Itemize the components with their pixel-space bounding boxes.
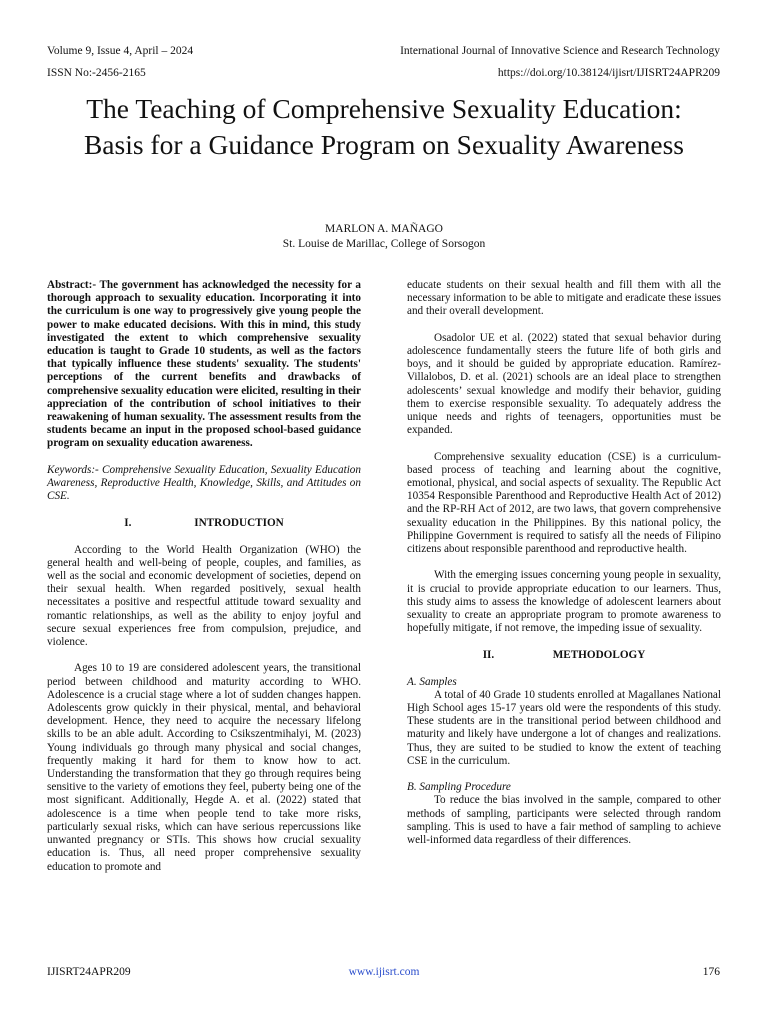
paragraph: According to the World Health Organization (WHO) the general health and well-being of people, couples, and families, as well as the social and economic development of societies, depend on their sexual health. When regarded positively, sexual health necessitates a positive and respectful attitude toward sexuality and romantic relationships, as well as the ability to enjoy joyful and secure sexual experiences free from compulsion, prejudice, and violence. <box>47 543 361 649</box>
header-volume: Volume 9, Issue 4, April – 2024 <box>47 45 194 57</box>
section-number: II. <box>482 649 495 662</box>
header-journal: International Journal of Innovative Science and Research Technology <box>400 45 720 57</box>
abstract: Abstract:- The government has acknowledged the necessity for a thorough approach to sexuality education. Incorporating it into the curriculum is one way to progressively give young people the power to make educated decisions. With this in mind, this study investigated the extent to which comprehensive sexuality education is taught to Grade 10 students, as well as the factors that typically influence these students' sexuality. The students' perceptions of the current benefits and drawbacks of comprehensive sexuality education were elicited, resulting in their appreciation of the contribution of school initiatives to their reawakening of human sexuality. The assessment results from the students became an input in the proposed school-based guidance program on sexuality education awareness. <box>47 279 361 450</box>
paragraph: With the emerging issues concerning young people in sexuality, it is crucial to provide appropriate education to our learners. Thus, this study aims to assess the knowledge of adolescent learners about sexuality to create an appropriate program to promote awareness to hopefully mitigate, if not remove, the impeding issue of sexuality. <box>407 569 721 635</box>
section-title: METHODOLOGY <box>552 649 646 662</box>
paragraph: To reduce the bias involved in the sample, compared to other methods of sampling, participants were selected through random sampling. This is used to have a fair method of sampling to achieve well-informed data regardless of their differences. <box>407 794 721 847</box>
left-column <box>47 279 361 874</box>
keywords: Keywords:- Comprehensive Sexuality Education, Sexuality Education Awareness, Reproductive Health, Knowledge, Skills, and Attitudes on CSE. <box>47 463 361 503</box>
subsection-heading-samples: A. Samples <box>407 675 457 688</box>
footer-page-number: 176 <box>702 966 720 978</box>
section-heading-methodology <box>407 649 721 662</box>
paragraph: Comprehensive sexuality education (CSE) is a curriculum-based process of teaching and learning about the cognitive, emotional, physical, and social aspects of sexuality. The Republic Act 10354 Responsible Parenthood and Reproductive Health Act of 2012) and the RP-RH Act of 2012, are two laws, that govern comprehensive sexuality education in the Philippines. By this national policy, the Philippine Government is required to satisfy all the needs of Filipino citizens about responsible parenthood and reproductive health. <box>407 450 721 556</box>
paragraph: educate students on their sexual health and fill them with all the necessary information to be able to mitigate and eradicate these issues and their overall development. <box>407 279 721 318</box>
paragraph: Osadolor UE et al. (2022) stated that sexual behavior during adolescence fundamentally steers the future life of both girls and boys, and it should be guided by appropriate education. Ramírez-Villalobos, D. et al. (2021) schools are an ideal place to strengthen adolescents’ sexual knowledge and modify their behavior, guiding them to exercise responsible sexuality. To adequately address the unique needs and rights of teenagers, opportunities must be expanded. <box>407 331 721 437</box>
paragraph: A total of 40 Grade 10 students enrolled at Magallanes National High School ages 15-17 years old were the respondents of this study. These students are in the transitional period between childhood and maturity and likely have undergone a lot of changes and realizations. Thus, they are suited to be studied to know the extent of teaching CSE in the curriculum. <box>407 688 721 767</box>
paper-title: The Teaching of Comprehensive Sexuality Education: Basis for a Guidance Program on Sexuality Awareness <box>83 93 685 160</box>
footer-site-link[interactable]: www.ijisrt.com <box>348 966 420 978</box>
section-heading-introduction <box>47 517 361 530</box>
header-doi-link[interactable]: https://doi.org/10.38124/ijisrt/IJISRT24APR209 <box>497 67 720 79</box>
author-name: MARLON A. MAÑAGO <box>325 223 443 235</box>
author-affiliation: St. Louise de Marillac, College of Sorsogon <box>282 238 486 250</box>
paragraph: Ages 10 to 19 are considered adolescent years, the transitional period between childhood and maturity according to WHO. Adolescence is a crucial stage where a lot of sudden changes happen. Adolescents grow quickly in their physical, mental, and behavioral development. Hence, they need to acquire the necessary lifelong skills to be an able adult. According to Csikszentmihalyi, M. (2023) Young individuals go through many physical and social changes, frequently making it hard for them to know how to act. Understanding the transformation that they go through requires being sensitive to the variety of emotions they feel, puberty being one of the most significant. Additionally, Hegde A. et al. (2022) stated that adolescence is a time when people tend to take more risks, particularly sexual risks, which can have serious repercussions like unwanted pregnancy or STIs. This shows how crucial sexuality education is. Thus, all need proper comprehensive sexuality education to promote and <box>47 662 361 873</box>
right-column <box>407 279 721 847</box>
header-issn: ISSN No:-2456-2165 <box>47 67 146 79</box>
subsection-heading-sampling-procedure: B. Sampling Procedure <box>407 781 511 794</box>
footer-article-id: IJISRT24APR209 <box>47 966 131 978</box>
section-title: INTRODUCTION <box>194 517 284 530</box>
section-number: I. <box>124 517 132 530</box>
